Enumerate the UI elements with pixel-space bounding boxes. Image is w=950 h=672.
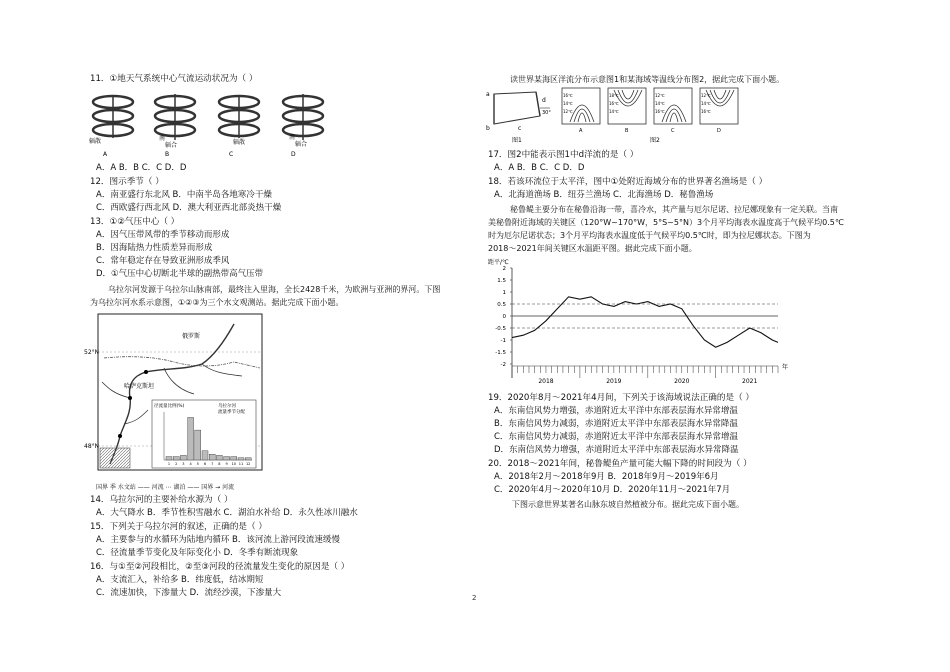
q11-label-2: 南 [159,135,166,142]
month-label: 8 [218,462,221,466]
intro-peru-1: 秘鲁鳀主要分布在秘鲁沿海一带，喜冷水，其产量与厄尔尼诺、拉尼娜现象有一定关联。当南 [510,205,838,214]
intro-peru-2: 美秘鲁附近海域的关键区（120°W~170°W，5°S~5°N）3个月平均海表水温度高于气候平均0.5℃ [488,218,844,227]
month-label: 6 [203,462,207,466]
fig1-label-b: b [486,125,490,132]
month-label: 10 [231,462,237,466]
intro-ural-2: 为乌拉尔河水系示意图，①②③为三个水文观测站。据此完成下面小题。 [90,298,344,307]
flow-bar [209,454,215,460]
q11-label-3: 辐合 [165,142,178,149]
iso-b-2: 16℃ [609,101,619,106]
q13-option-c: C．常年稳定存在导致亚洲形成季风 [96,256,230,266]
lat-52: 52°N [84,349,100,356]
flow-bar [202,451,208,460]
q16-options-1: A．支流汇入，补给多 B．纬度低，结冰期短 [96,575,264,585]
month-label: 9 [225,462,228,466]
flow-bar [224,457,230,460]
q11-sub-d: D [291,151,296,158]
q18-stem: 18．若该环流位于太平洋，图中①处附近海域分布的世界著名渔场是（ ） [488,177,768,187]
q11-diagrams [85,86,345,160]
bar-chart-title-3: 流量季节分配 [218,410,245,415]
page-number: 2 [472,594,477,602]
q11-label-4: 辐散 [233,139,246,146]
month-label: 2 [175,462,178,466]
year-label: 2019 [606,378,622,385]
q14-options: A．大气降水 B．季节性积雪融水 C．湖泊水补给 D．永久性冰川融水 [96,508,358,518]
ural-river-map [84,312,264,480]
map-legend: 国界 季 水文站 —— 河流 ⋯ 湖泊 —— 国界 → 河流 [96,484,235,491]
fig1-caption: 图1 [512,137,522,144]
q11-sub-a: A [103,151,108,158]
flow-bar-chart [152,400,256,468]
y-tick-label: 1.5 [497,278,506,284]
q12-options-2: C．西欧盛行西北风 D．澳大利亚西北部炎热干燥 [96,203,282,213]
q11-label-1: 辐散 [89,138,102,145]
q16-stem: 16．与①至②河段相比，②至③河段的径流量发生变化的原因是（ ） [90,562,350,572]
q13-stem: 13．①②气压中心（ ） [90,217,180,227]
intro-peru-4: 2018～2021年间关键区水温距平图。据此完成下面小题。 [488,244,697,253]
cyclone-diagram-c [219,96,259,138]
iso-a-2: 14℃ [563,101,573,106]
month-label: 5 [196,462,199,466]
intro-currents: 读世界某海区洋流分布示意图1和某海域等温线分布图2，据此完成下面小题。 [510,75,785,84]
year-label: 2018 [538,378,554,385]
flow-bar [188,417,194,460]
iso-d-3: 16℃ [701,109,711,114]
iso-c-2: 14℃ [655,101,665,106]
outro-text: 下图示意世界某著名山脉东坡自然植被分布。据此完成下面小题。 [512,500,744,509]
country-russia: 俄罗斯 [182,333,201,340]
y-tick-label: 0 [502,314,506,320]
q15-stem: 15．下列关于乌拉尔河的叙述，正确的是（ ） [90,522,267,532]
q11-label-6: 辐合 [295,141,308,148]
bar-chart-title-1: 径流量比例(%) [154,404,185,409]
chart-xlabel: 年 [782,364,789,371]
q11-options: A．A B．B C．C D．D [96,163,187,173]
month-label: 3 [182,462,185,466]
flow-bar [238,458,244,460]
panel-label-c: C [671,128,675,134]
bar-chart-title-2: 乌拉尔河 [218,404,236,409]
q13-option-a: A．因气压带风带的季节移动而形成 [96,230,230,240]
station-3 [118,434,122,438]
iso-c-3: 16℃ [655,109,665,114]
flow-bar [180,455,186,460]
q19-option-c: C．东南信风势力减弱，赤道附近太平洋中东部表层海水异常增温 [494,432,738,442]
flow-bar [245,458,251,460]
q13-option-b: B．因海陆热力性质差异而形成 [96,243,213,253]
flow-bar [195,430,201,460]
iso-a-1: 16℃ [563,93,573,98]
q14-stem: 14．乌拉尔河的主要补给水源为（ ） [90,495,233,505]
month-label: 11 [238,462,244,466]
q17-options: A．A B．B C．C D．D [494,163,585,173]
q16-options-2: C．流速加快，下渗量大 D．流经沙漠，下渗量大 [96,588,282,598]
iso-c-1: 12℃ [655,93,665,98]
q11-stem: 11．①地天气系统中心气流运动状况为（ ） [90,74,258,84]
lat-48: 48°N [84,443,100,450]
y-tick-label: 0.5 [497,302,506,308]
station-2 [128,396,132,400]
month-label: 12 [245,462,251,466]
isotherm-panel-d [700,88,738,134]
fig1-label-lat: 30° [542,110,551,116]
month-label: 4 [189,462,192,466]
isotherm-panel-a [562,88,600,134]
sst-anomaly-series [512,297,778,347]
panel-label-a: A [579,128,583,134]
q12-options-1: A．南亚盛行东北风 B．中南半岛各地寒冷干燥 [96,190,272,200]
q17-stem: 17．图2中能表示图1中d洋流的是（ ） [488,150,639,160]
cyclone-diagram-b [155,94,195,140]
panel-label-d: D [717,128,721,134]
cyclone-diagram-a [93,96,133,138]
panel-label-b: B [625,128,629,134]
iso-d-1: 12℃ [701,93,711,98]
iso-d-2: 14℃ [701,101,711,106]
fig1-label-a: a [486,91,490,98]
year-label: 2021 [742,378,758,385]
isotherm-panel-b [608,88,646,134]
y-tick-label: 2 [502,266,506,272]
q19-option-a: A．东南信风势力增强，赤道附近太平洋中东部表层海水异常增温 [494,406,738,416]
q13-option-d: D．①气压中心切断北半球的副热带高气压带 [96,269,264,279]
year-label: 2020 [674,378,690,385]
iso-b-1: 18℃ [609,93,619,98]
q15-options-2: C．径流量季节变化及年际变化小 D．冬季有断流现象 [96,548,299,558]
fig1-label-c: c [518,125,522,132]
intro-peru-3: 时为厄尔尼诺状态；3个月平均海表水温度低于气候平均0.5℃时，即为拉尼娜状态。下图为 [488,231,811,240]
iso-b-3: 14℃ [609,109,619,114]
q20-options-2: C．2020年4月～2020年10月 D．2020年11月～2021年7月 [494,485,731,495]
q19-option-d: D．东南信风势力增强，赤道附近太平洋中东部表层海水异常降温 [494,445,739,455]
month-label: 7 [211,462,214,466]
iso-a-3: 12℃ [563,109,573,114]
q18-options: A．北海道渔场 B．纽芬兰渔场 C．北海渔场 D．秘鲁渔场 [494,190,714,200]
fig1-current-diagram [484,86,554,144]
flow-bar [173,457,179,460]
station-1 [144,370,148,374]
flow-bar [166,457,172,460]
fig2-isotherm-panels [560,86,750,144]
y-tick-label: 1 [502,290,506,296]
q12-stem: 12．图示季节（ ） [90,177,164,187]
y-tick-label: -2 [500,362,506,368]
q19-stem: 19．2020年8月～2021年4月间，下列关于该海域说法正确的是（ ） [488,393,755,403]
y-tick-label: -0.5 [495,326,506,332]
y-tick-label: -1 [500,338,506,344]
q11-sub-b: B [165,151,170,158]
q15-options-1: A．主要参与的水循环为陆地内循环 B．该河流上游河段流速缓慢 [96,535,340,545]
intro-ural-1: 乌拉尔河发源于乌拉尔山脉南部，最终注入里海，全长2428千米，为欧洲与亚洲的界河。下图 [108,285,441,294]
q11-sub-c: C [229,151,234,158]
q20-options-1: A．2018年2月～2018年9月 B．2018年9月～2019年6月 [494,472,719,482]
fig2-caption: 图2 [650,137,660,144]
q20-stem: 20．2018～2021年间，秘鲁鳀鱼产量可能大幅下降的时间段为（ ） [488,459,752,469]
q11-label-5: 南 [289,134,296,141]
flow-bar [231,457,237,460]
y-tick-label: -1.5 [495,350,506,356]
sst-anomaly-chart [486,256,796,388]
q19-option-b: B．东南信风势力减弱，赤道附近太平洋中东部表层海水异常降温 [494,419,738,429]
fig1-label-d: d [542,97,546,104]
month-label: 1 [167,462,171,466]
flow-bar [216,455,222,460]
country-kazakhstan: 哈萨克斯坦 [124,383,155,390]
chart-ylabel: 距平/℃ [488,259,509,266]
isotherm-panel-c [654,88,692,134]
